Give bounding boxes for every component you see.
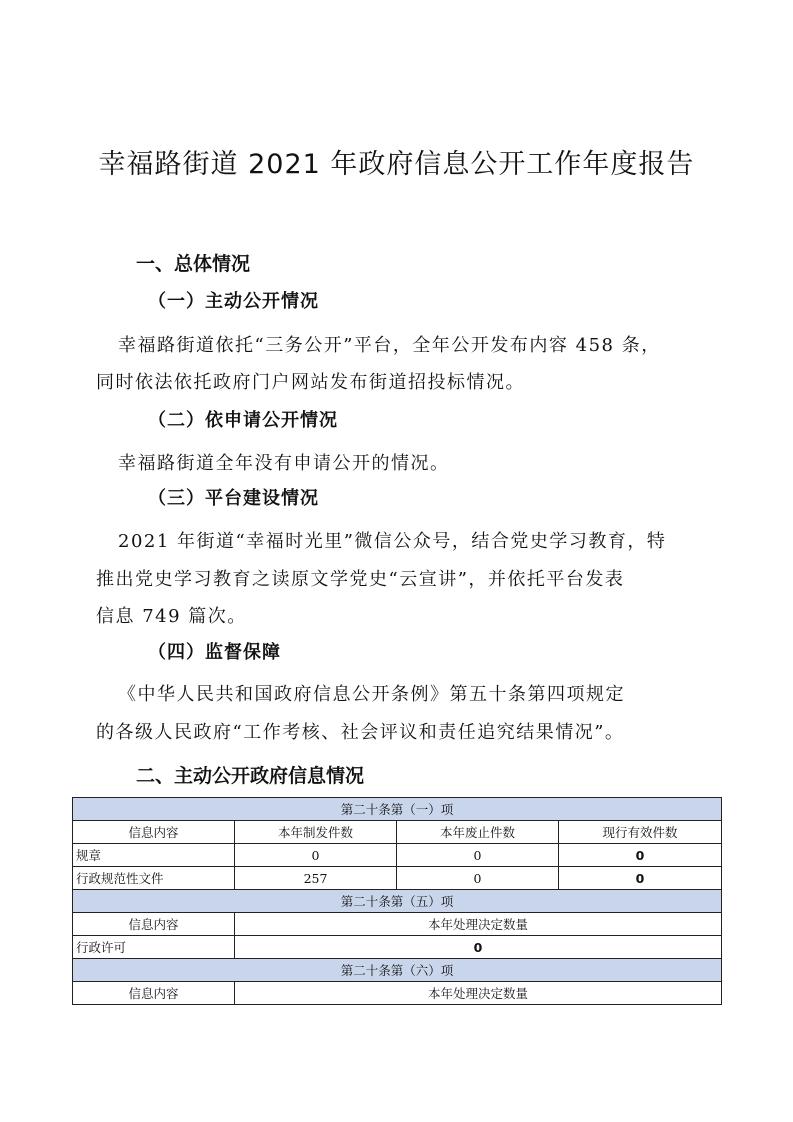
table-header-row: [73, 821, 722, 844]
table-section-row: [73, 798, 722, 821]
header-cell: 信息内容: [73, 982, 235, 1005]
section-title-cell: 第二十条第（五）项: [73, 890, 722, 913]
sub1-line1: 幸福路街道依托“三务公开”平台，全年公开发布内容 458 条，: [118, 335, 661, 356]
row-label-cell: 行政许可: [73, 936, 235, 959]
table-section-row: [73, 959, 722, 982]
table-header-row: [73, 913, 722, 936]
header-cell: 本年废止件数: [397, 821, 559, 844]
sub4-heading: （四）监督保障: [148, 642, 281, 663]
table-section-row: [73, 890, 722, 913]
sub2-heading: （二）依申请公开情况: [148, 410, 338, 431]
header-cell: 信息内容: [73, 821, 235, 844]
header-cell: 本年处理决定数量: [235, 982, 722, 1005]
sub3-line3: 信息 749 篇次。: [96, 606, 247, 627]
section-title-cell: 第二十条第（六）项: [73, 959, 722, 982]
header-cell: 本年制发件数: [235, 821, 397, 844]
value-cell: 0: [235, 936, 722, 959]
value-cell: 257: [235, 867, 397, 890]
report-title: 幸福路街道 2021 年政府信息公开工作年度报告: [98, 149, 695, 180]
value-cell: 0: [397, 844, 559, 867]
sub3-line2: 推出党史学习教育之读原文学党史“云宣讲”，并依托平台发表: [96, 569, 625, 590]
value-cell: 0: [235, 844, 397, 867]
table-header-row: [73, 982, 722, 1005]
sub3-heading: （三）平台建设情况: [148, 488, 319, 509]
table-row: [73, 844, 722, 867]
header-cell: 本年处理决定数量: [235, 913, 722, 936]
header-cell: 现行有效件数: [559, 821, 722, 844]
value-cell: 0: [559, 867, 722, 890]
sub2-line1: 幸福路街道全年没有申请公开的情况。: [118, 453, 450, 474]
value-cell: 0: [559, 844, 722, 867]
row-label-cell: 行政规范性文件: [73, 867, 235, 890]
header-cell: 信息内容: [73, 913, 235, 936]
table-row: [73, 867, 722, 890]
disclosure-table: [72, 797, 722, 1005]
value-cell: 0: [397, 867, 559, 890]
section2-heading: 二、主动公开政府信息情况: [136, 765, 365, 787]
sub4-line1: 《中华人民共和国政府信息公开条例》第五十条第四项规定: [118, 684, 625, 705]
row-label-cell: 规章: [73, 844, 235, 867]
sub4-line2: 的各级人民政府“工作考核、社会评议和责任追究结果情况”。: [96, 722, 625, 743]
sub1-line2: 同时依法依托政府门户网站发布街道招投标情况。: [96, 372, 525, 393]
sub1-heading: （一）主动公开情况: [148, 291, 319, 312]
sub3-line1: 2021 年街道“幸福时光里”微信公众号，结合党史学习教育，特: [118, 531, 667, 552]
section-title-cell: 第二十条第（一）项: [73, 798, 722, 821]
section1-heading: 一、总体情况: [136, 253, 251, 275]
table-row: [73, 936, 722, 959]
